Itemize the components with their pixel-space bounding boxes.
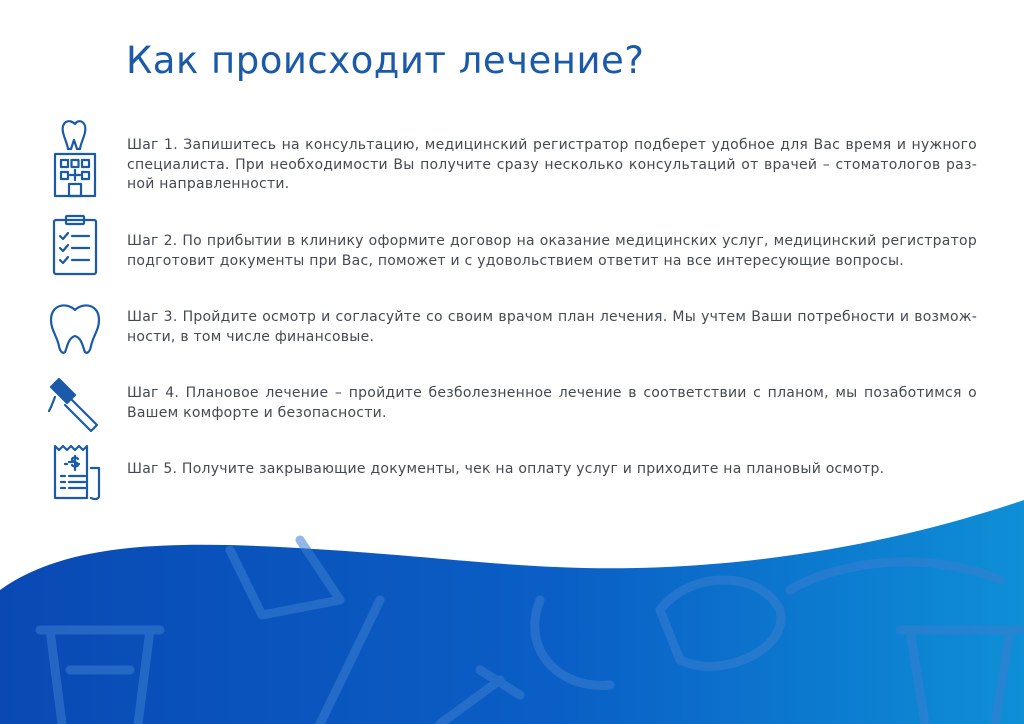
- step-1-text: Шаг 1. Запишитесь на консультацию, медицинский регистратор подберет удобное для Вас время и нужного специалиста. При необходимости Вы получите сразу несколько консультаций от врачей – стоматологов раз-ной направленности.: [127, 137, 977, 192]
- step-5-text: Шаг 5. Получите закрывающие документы, чек на оплату услуг и приходите на плановый осмотр.: [127, 461, 885, 477]
- dental-drill-icon: [45, 375, 105, 441]
- decorative-wave-background: [0, 480, 1024, 724]
- step-4-text: Шаг 4. Плановое лечение – пройдите безболезненное лечение в соответствии с планом, мы позаботимся о Вашем комфорте и безопасности.: [127, 385, 977, 421]
- step-2-text: Шаг 2. По прибытии в клинику оформите договор на оказание медицинских услуг, медицинский регистратор подготовит документы при Вас, поможет и с удовольствием ответит на все интересующие вопросы.: [127, 233, 977, 269]
- step-3-text: Шаг 3. Пройдите осмотр и согласуйте со своим врачом план лечения. Мы учтем Ваши потребности и возмож-ности, в том числе финансовые.: [127, 309, 977, 345]
- clipboard-checklist-icon: [45, 214, 105, 280]
- page-title: Как происходит лечение?: [126, 38, 645, 82]
- tooth-clinic-building-icon: [45, 120, 105, 186]
- tooth-icon: [45, 300, 105, 366]
